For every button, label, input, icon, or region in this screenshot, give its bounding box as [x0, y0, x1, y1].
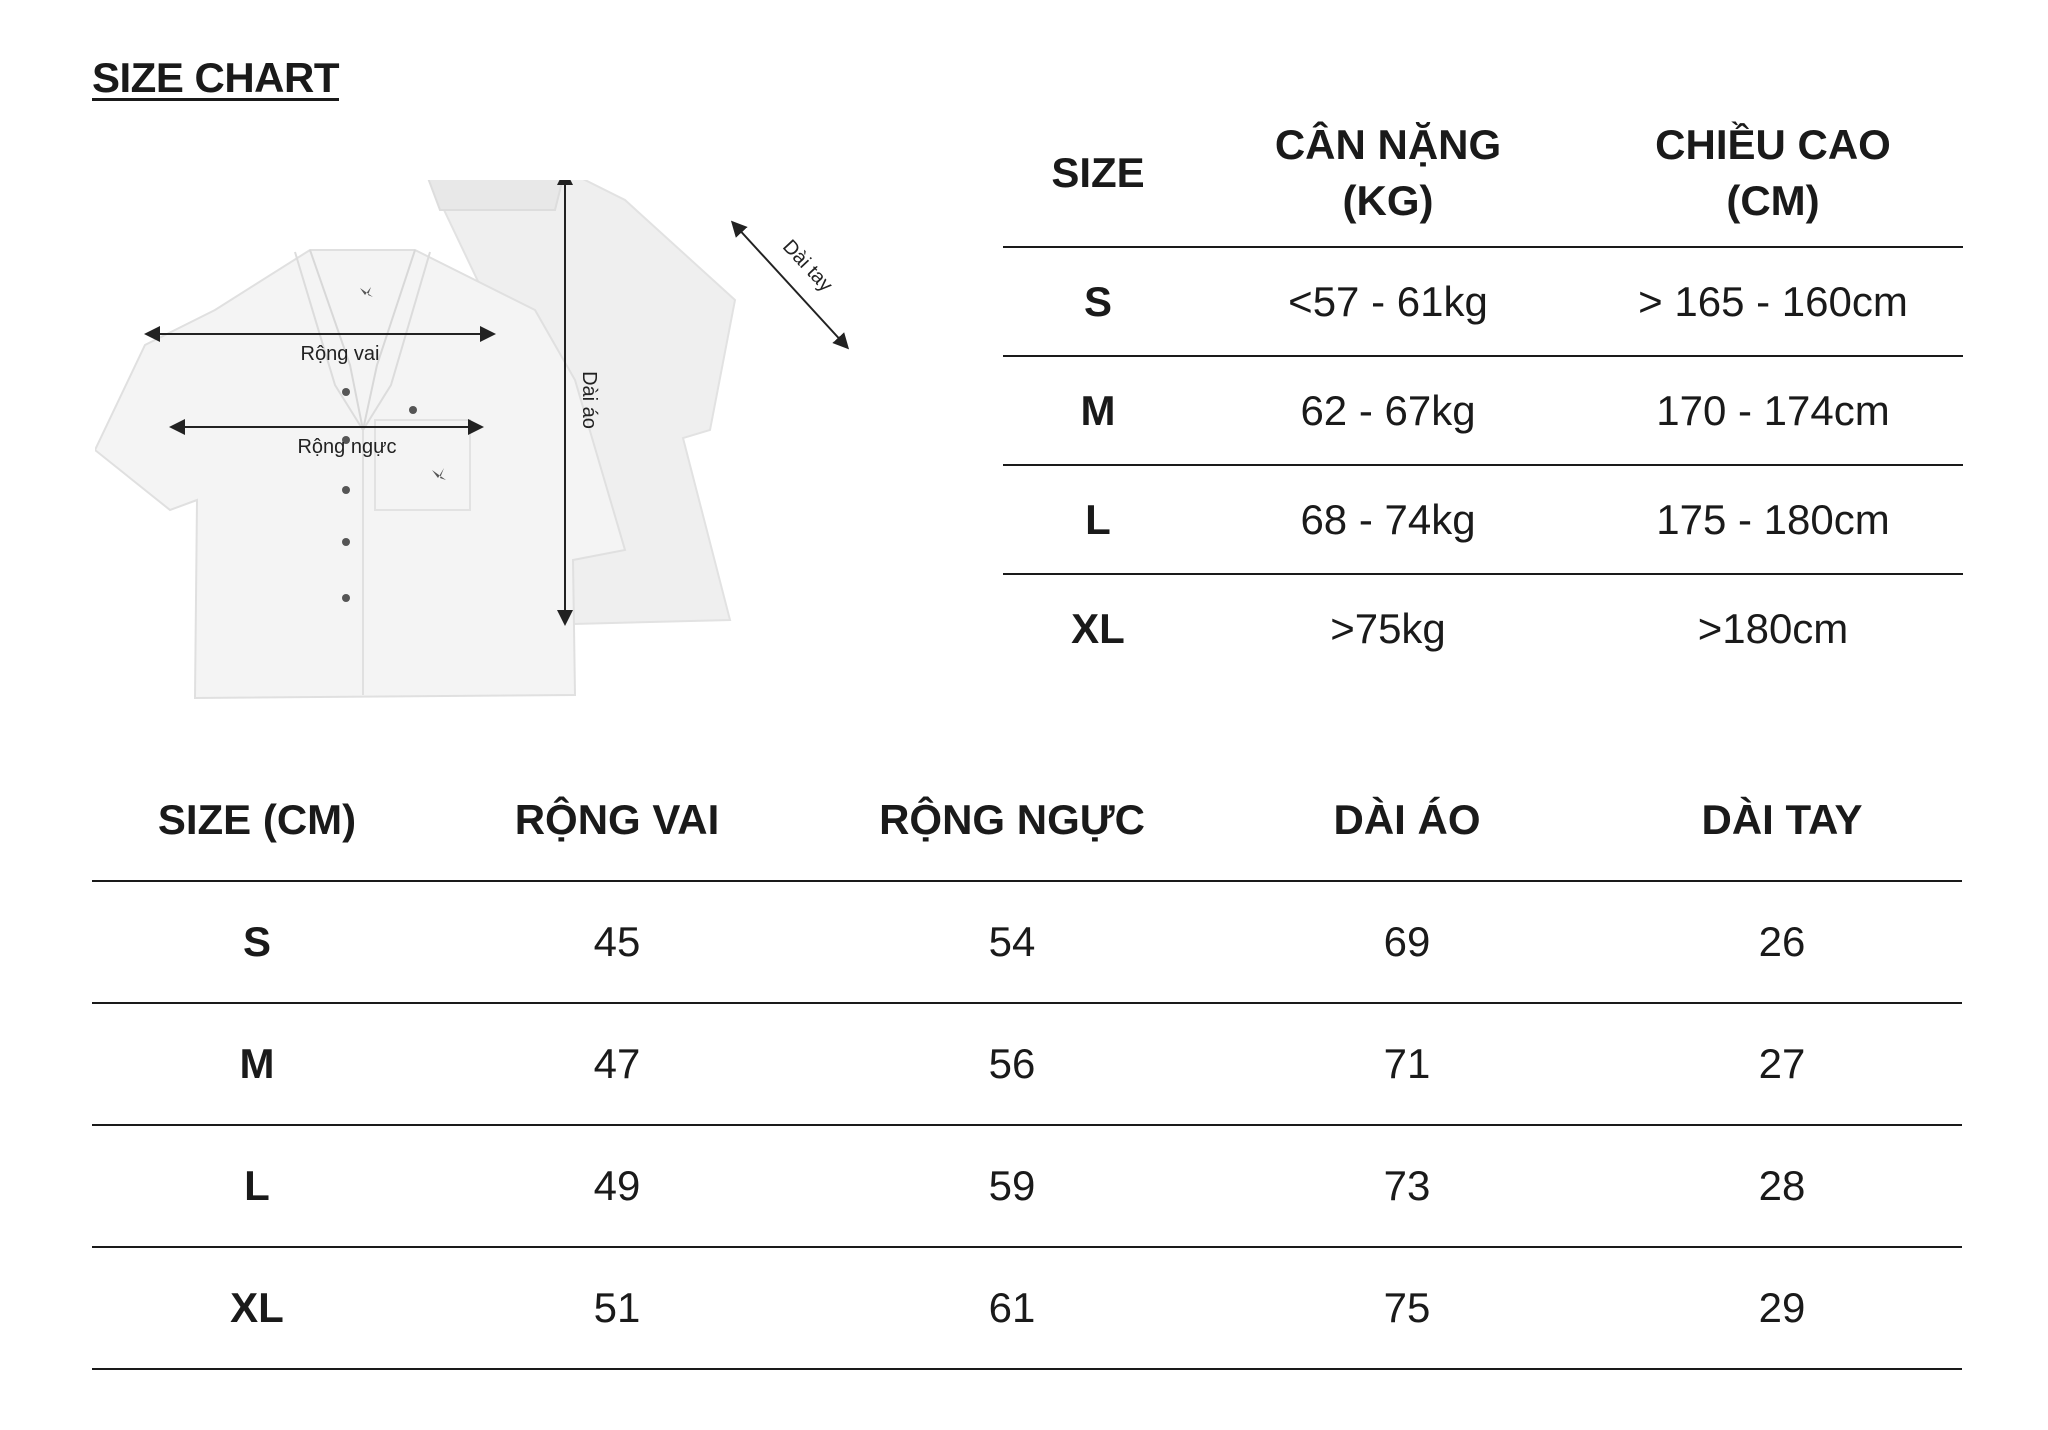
page-title: SIZE CHART — [92, 54, 339, 101]
size-cell: S — [92, 881, 422, 1003]
measurement-table-header — [92, 760, 1962, 881]
header-chest: RỘNG NGỰC — [812, 760, 1212, 881]
table-row — [1003, 247, 1963, 356]
length-label: Dài áo — [578, 371, 600, 429]
shirt-illustration — [95, 180, 855, 710]
header-sleeve: DÀI TAY — [1602, 760, 1962, 881]
shoulder-cell: 47 — [422, 1003, 812, 1125]
header-weight-line1: CÂN NẶNG — [1274, 121, 1502, 168]
weight-cell: 68 - 74kg — [1193, 465, 1583, 574]
table-row — [92, 1247, 1962, 1369]
sleeve-cell: 28 — [1602, 1125, 1962, 1247]
chest-cell: 54 — [812, 881, 1212, 1003]
measurement-table — [92, 760, 1962, 1370]
shoulder-cell: 51 — [422, 1247, 812, 1369]
chest-cell: 59 — [812, 1125, 1212, 1247]
table-row — [1003, 465, 1963, 574]
sleeve-label: Dài tay — [778, 235, 837, 297]
weight-table-header — [1003, 100, 1963, 247]
chest-cell: 61 — [812, 1247, 1212, 1369]
chest-cell: 56 — [812, 1003, 1212, 1125]
size-cell: L — [1003, 465, 1193, 574]
sleeve-cell: 26 — [1602, 881, 1962, 1003]
shirt-diagram — [95, 180, 855, 710]
height-cell: > 165 - 160cm — [1583, 247, 1963, 356]
weight-cell: 62 - 67kg — [1193, 356, 1583, 465]
table-row — [92, 1003, 1962, 1125]
shoulder-label: Rộng vai — [300, 343, 380, 365]
sleeve-cell: 29 — [1602, 1247, 1962, 1369]
height-cell: 170 - 174cm — [1583, 356, 1963, 465]
table-row — [92, 881, 1962, 1003]
length-cell: 75 — [1212, 1247, 1602, 1369]
height-cell: 175 - 180cm — [1583, 465, 1963, 574]
header-height-line2: (CM) — [1726, 177, 1820, 224]
size-cell: XL — [92, 1247, 422, 1369]
size-cell: L — [92, 1125, 422, 1247]
table-row — [1003, 574, 1963, 682]
shoulder-cell: 49 — [422, 1125, 812, 1247]
header-weight — [1193, 100, 1583, 247]
weight-cell: <57 - 61kg — [1193, 247, 1583, 356]
sleeve-cell: 27 — [1602, 1003, 1962, 1125]
header-weight-line2: (KG) — [1342, 177, 1434, 224]
header-height — [1583, 100, 1963, 247]
table-row — [92, 1125, 1962, 1247]
weight-height-table — [1003, 100, 1963, 682]
length-cell: 73 — [1212, 1125, 1602, 1247]
table-row — [1003, 356, 1963, 465]
header-shoulder: RỘNG VAI — [422, 760, 812, 881]
size-cell: M — [92, 1003, 422, 1125]
length-cell: 69 — [1212, 881, 1602, 1003]
size-cell: S — [1003, 247, 1193, 356]
shoulder-cell: 45 — [422, 881, 812, 1003]
header-height-line1: CHIỀU CAO — [1655, 121, 1891, 168]
header-length: DÀI ÁO — [1212, 760, 1602, 881]
height-cell: >180cm — [1697, 604, 1849, 652]
weight-cell: >75kg — [1330, 604, 1446, 652]
chest-label: Rộng ngực — [297, 436, 397, 458]
size-cell: M — [1003, 356, 1193, 465]
length-cell: 71 — [1212, 1003, 1602, 1125]
size-cell: XL — [1071, 604, 1125, 652]
header-size-cm: SIZE (CM) — [92, 760, 422, 881]
header-size: SIZE — [1003, 100, 1193, 247]
